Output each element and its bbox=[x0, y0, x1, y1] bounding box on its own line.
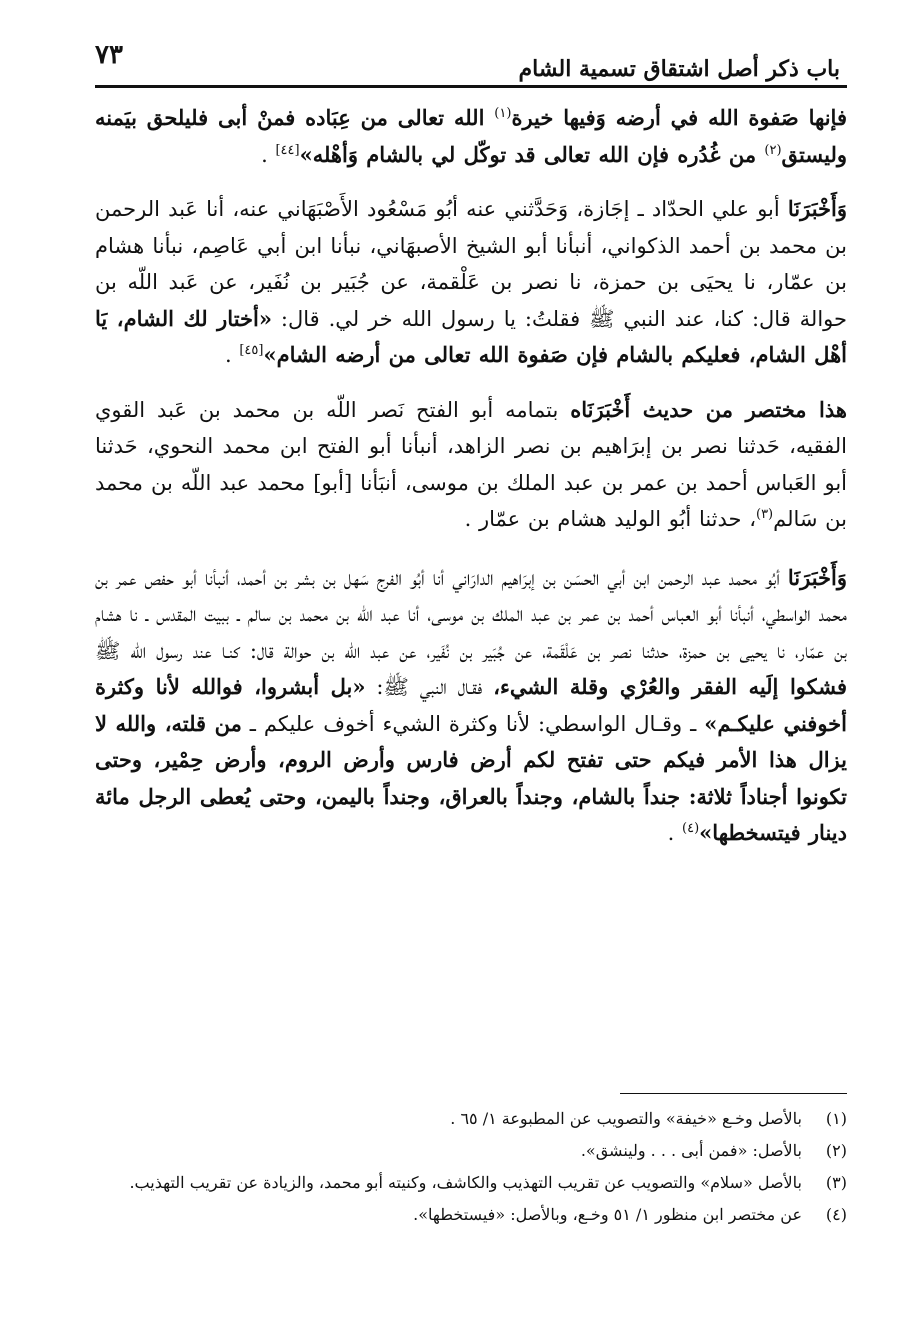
footnote-marker-3: (٣) bbox=[755, 507, 774, 522]
running-title: باب ذكر أصل اشتقاق تسمية الشام bbox=[518, 56, 840, 82]
isnad-text: ، حدثنا أبُو الوليد هشام بن عمّار . bbox=[464, 507, 756, 531]
main-text bbox=[95, 100, 847, 870]
period: . bbox=[667, 821, 683, 845]
hadith-text: «أختار لك الشام، يَا أهْل الشام، فعليكم بالشام فإن صَفوة الله تعالى من أرضه الشام» bbox=[95, 305, 847, 367]
hadith-text: الله تعالى من عِبَاده فمنْ أبى فليلحق بيَمنه وليستق bbox=[95, 105, 847, 167]
footnote-number: (٢) bbox=[825, 1141, 847, 1160]
footnote-text: بالأصل «سلام» والتصويب عن تقريب التهذيب والكاشف، وكنيته أبو محمد، والزيادة عن تقريب التهذيب. bbox=[129, 1173, 802, 1192]
isnad-text: بتمامه أبو الفتح نَصر اللّه بن محمد بن عَبد القوي الفقيه، حَدثنا نصر بن إبرَاهيم بن نصر الزاهد، أنبأنا أبو الفتح ابن محمد النحوي، حَدثنا أبو العَباس أحمد بن عمر بن عبد الملك بن موسى، أنبَأنا [أبو] محمد عبد اللّه بن محمد بن سَالم bbox=[95, 397, 847, 531]
footnote-text: بالأصل: «فمن أبى . . . ولينشق». bbox=[580, 1141, 802, 1160]
isnad-text: ـ وقـال الواسطي: لأنا وكثرة الشيء أخوف عليكم ـ bbox=[241, 711, 705, 736]
footnote bbox=[95, 1105, 847, 1133]
footnote-marker-2: (٢) bbox=[764, 142, 782, 158]
hadith-text: من غُدُره فإن الله تعالى قد توكّل لي بالشام وَأهْله» bbox=[299, 141, 765, 167]
footnote-marker-1: (١) bbox=[494, 106, 512, 121]
footnote bbox=[95, 1169, 847, 1197]
page-number: ٧٣ bbox=[95, 40, 123, 70]
page-header bbox=[95, 40, 840, 88]
footnotes bbox=[95, 1105, 847, 1233]
isnad-lead: وَأَخْبَرَنَا bbox=[787, 564, 847, 590]
isnad-lead: وَأَخْبَرَنَا bbox=[787, 196, 847, 221]
period: . bbox=[224, 343, 240, 367]
isnad-text: فقـال النبي ﷺ: bbox=[365, 675, 494, 699]
footnote-marker-4: (٤) bbox=[682, 821, 700, 836]
isnad-lead: هذا مختصر من حديث أَخْبَرَنَاه bbox=[570, 396, 847, 422]
footnote-number: (١) bbox=[825, 1109, 847, 1128]
footnote bbox=[95, 1137, 847, 1165]
footnote bbox=[95, 1201, 847, 1229]
footnote-number: (٤) bbox=[825, 1205, 847, 1224]
paragraph-3 bbox=[95, 392, 847, 538]
isnad-text: أبو علي الحدّاد ـ إجَازة، وَحَدَّثني عنه أبُو مَسْعُود الأَصْبَهَاني عنه، أنا عَبد الرحمن بن محمد بن أحمد الذكواني، أنبأنا أبو الشيخ الأصبهَاني، نبأنا ابن أبي عَاصِم، نبأنا هشام بن عمّار، نا يحيَى بن حمزة، نا نصر بن عَلْقمة، عن جُبَير بن نُفَير، عن عَبد اللّه بن حوالة قال: كنا، عند النبي ﷺ فقلتُ: يا رسول الله خر لي. قال: bbox=[95, 197, 847, 331]
period: . bbox=[261, 142, 276, 167]
footnote-rule bbox=[620, 1093, 847, 1094]
reference-number: [٤٤] bbox=[275, 142, 300, 158]
hadith-text: «بل أبشروا، فوالله لأنا وكثرة أخوفني عليكـم» bbox=[95, 674, 847, 736]
isnad-text: أبُو محمد عبد الرحمن ابن أبي الحسَن بن إبرَاهيم الدارَاني أنا أبُو الفرج سَهل بن بشر بن أحمد، أنبأنا أبو حفص عمر بن محمد الواسطي، أنبأنا أبو العباس أحمد بن عمر بن عبد الملك بن موسى، أنا عبد اللّه بن محمد بن سالم ـ ببيت المقدس ـ نا هشام بن عمّار، نا يحيى بن حمزة، حدثنا نصر بن عَلْقَمة، عن جُبَير بن نُفَير، عن عبد اللّه بن حوالة قال: كنـا عند رسول الله ﷺ bbox=[95, 565, 847, 663]
paragraph-4 bbox=[95, 560, 847, 852]
header-rule bbox=[95, 85, 847, 88]
footnote-text: عن مختصر ابن منظور ١/ ٥١ وخـع، وبالأصل: «فيستخطها». bbox=[413, 1205, 802, 1224]
reference-number: [٤٥] bbox=[239, 343, 264, 358]
paragraph-2 bbox=[95, 191, 847, 374]
hadith-text: من قلته، والله لا يزال هذا الأمر فيكم حتى تفتح لكم أرض فارس وأرض الروم، وأرض حِمْير، وحتى تكونوا أجناداً ثلاثة: جنداً بالشام، وجنداً بالعراق، وجنداً باليمن، وحتى يُعطى الرجل مائة دينار فيتسخطها» bbox=[95, 710, 847, 845]
footnote-text: بالأصل وخـع «خيفة» والتصويب عن المطبوعة ١/ ٦٥ . bbox=[450, 1109, 802, 1128]
hadith-text: فشكوا إلَيه الفقر والعُرْي وقلة الشيء، bbox=[493, 674, 847, 699]
footnote-number: (٣) bbox=[825, 1173, 847, 1192]
paragraph-1 bbox=[95, 100, 847, 173]
hadith-text: فإنها صَفوة الله في أرضه وَفيها خيرة bbox=[511, 105, 847, 130]
